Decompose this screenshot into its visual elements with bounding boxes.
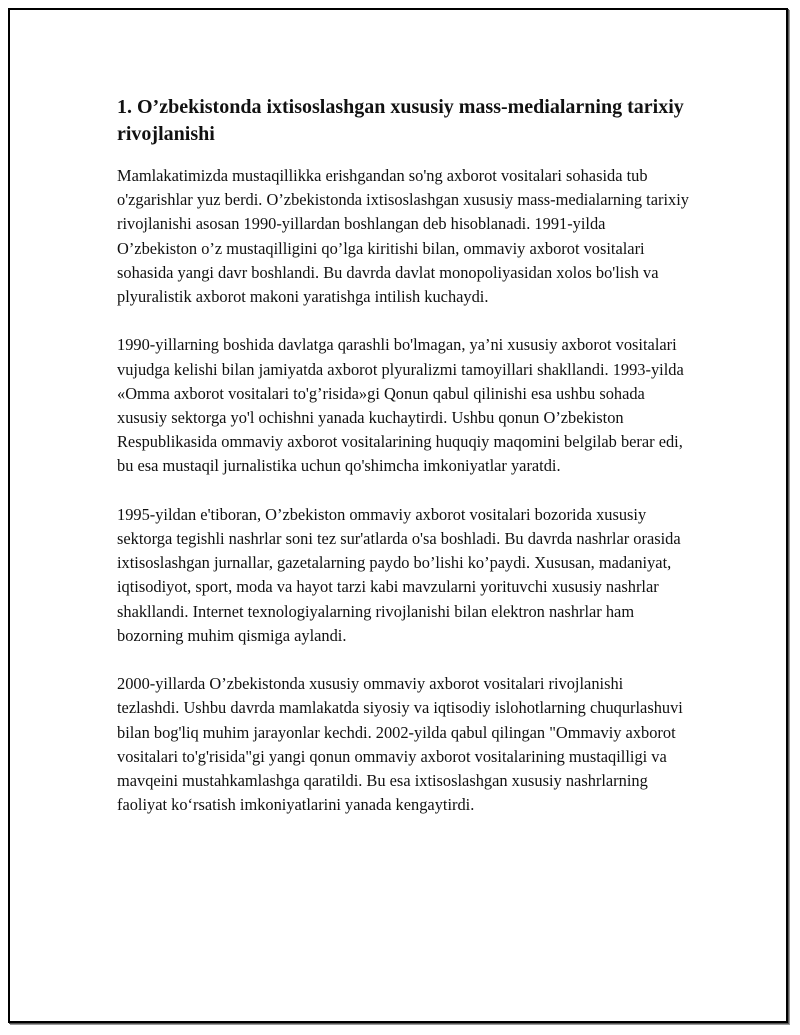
paragraph-4: 2000-yillarda O’zbekistonda xususiy ommaviy axborot vositalari rivojlanishi tezlashdi. Ushbu davrda mamlakatda siyosiy va iqtisodiy islohotlarning chuqurlashuvi bilan bog'liq muhim jarayonlar kechdi. 2002-yilda qabul qilingan "Ommaviy axborot vositalari to'g'risida"gi yangi qonun ommaviy axborot vositalarining mustaqilligi va mavqeini mustahkamlashga qaratildi. Bu esa ixtisoslashgan xususiy nashrlarning faoliyat ko‘rsatish imkoniyatlarini yanada kengaytirdi. <box>117 674 683 815</box>
paragraph-3: 1995-yildan e'tiboran, O’zbekiston ommaviy axborot vositalari bozorida xususiy sektorga tegishli nashrlar soni tez sur'atlarda o'sa boshladi. Bu davrda nashrlar orasida ixtisoslashgan jurnallar, gazetalarning paydo bo’lishi ko’paydi. Xususan, madaniyat, iqtisodiyot, sport, moda va hayot tarzi kabi mavzularni yorituvchi xususiy nashrlar shakllandi. Internet texnologiyalarning rivojlanishi bilan elektron nashrlar ham bozorning muhim qismiga aylandi. <box>117 504 681 645</box>
document-body <box>117 94 689 842</box>
section-heading: 1. O’zbekistonda ixtisoslashgan xususiy mass-medialarning tarixiy rivojlanishi <box>117 96 684 145</box>
paragraph-1: Mamlakatimizda mustaqillikka erishgandan so'ng axborot vositalari sohasida tub o'zgarishlar yuz berdi. O’zbekistonda ixtisoslashgan xususiy mass-medialarning tarixiy rivojlanishi asosan 1990-yillardan boshlangan deb hisoblanadi. 1991-yilda O’zbekiston o’z mustaqilligini qo’lga kiritishi bilan, ommaviy axborot vositalari sohasida yangi davr boshlandi. Bu davrda davlat monopoliyasidan xolos bo'lish va plyuralistik axborot makoni yaratishga intilish kuchaydi. <box>117 166 689 307</box>
paragraph-2: 1990-yillarning boshida davlatga qarashli bo'lmagan, ya’ni xususiy axborot vositalari vujudga kelishi bilan jamiyatda axborot plyuralizmi tamoyillari shakllandi. 1993-yilda «Omma axborot vositalari to'g’risida»gi Qonun qabul qilinishi esa ushbu sohada xususiy sektorga yo'l ochishni yanada kuchaytirdi. Ushbu qonun O’zbekiston Respublikasida ommaviy axborot vositalarining huquqiy maqomini belgilab berar edi, bu esa mustaqil jurnalistika uchun qo'shimcha imkoniyatlar yaratdi. <box>117 335 684 476</box>
